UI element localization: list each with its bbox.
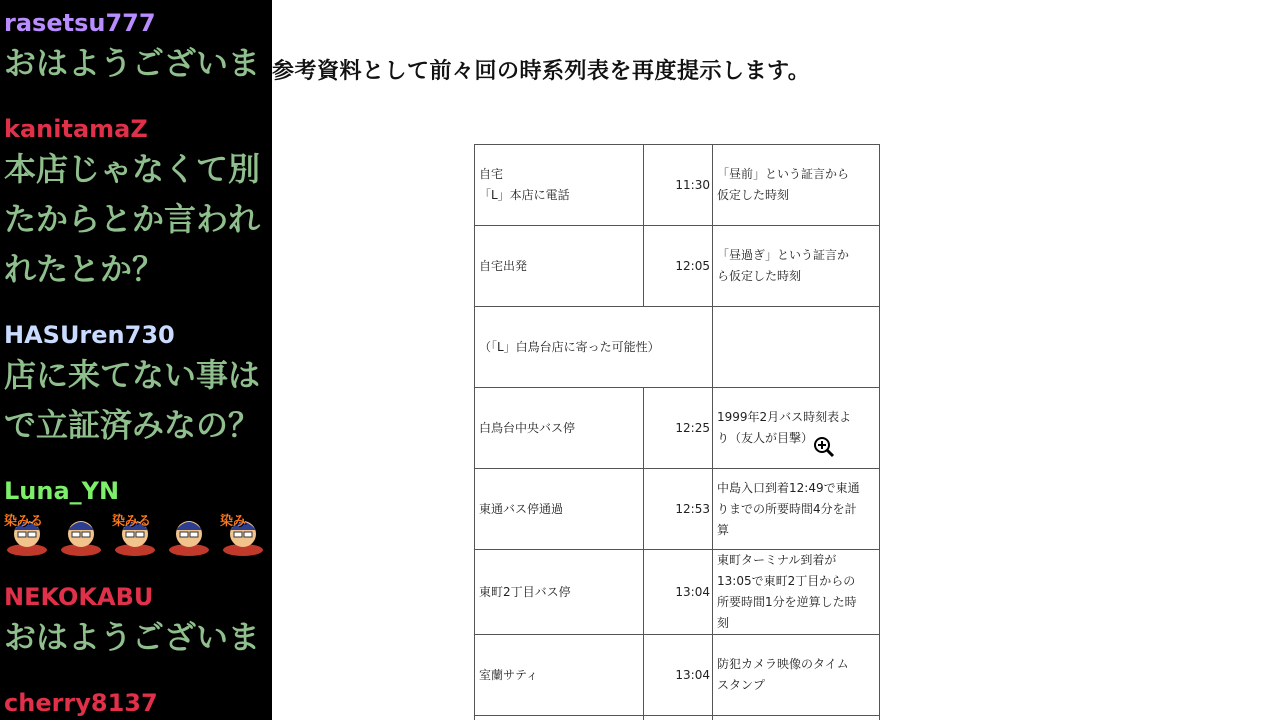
place-cell [475, 550, 644, 635]
time-cell: 11:30 [644, 145, 713, 226]
sticker-label: 染み [220, 514, 247, 529]
chat-text: れたとか？ [4, 250, 165, 288]
note-cell [713, 550, 880, 635]
document-view [272, 0, 1280, 720]
cell-line: 自宅 [479, 167, 504, 181]
chat-message [4, 320, 260, 450]
cell-line: ら仮定した時刻 [717, 269, 802, 283]
chat-text: たからとか言われ [4, 200, 261, 238]
chat-username: NEKOKABU [4, 583, 154, 611]
chat-username: rasetsu777 [4, 9, 156, 37]
zoom-in-icon [813, 436, 835, 458]
note-cell [713, 469, 880, 550]
timeline-row [475, 635, 880, 716]
chat-text: おはようございま [4, 44, 261, 82]
place-cell [475, 635, 644, 716]
cell-line: スタンプ [717, 678, 766, 692]
note-cell [713, 716, 880, 720]
cell-line: 防犯カメラ映像のタイム [717, 657, 849, 671]
chat-username: Luna_YN [4, 477, 120, 505]
emote-sticker [4, 510, 50, 556]
emote-sticker [112, 510, 158, 556]
sticker-row [4, 510, 266, 556]
cell-line: （「L」白鳥台店に寄った可能性） [479, 339, 660, 354]
cell-line: 中島入口到着12:49で東通 [717, 480, 860, 495]
cell-line: 「昼前」という証言から [717, 167, 850, 181]
time-cell: 13:04 [644, 635, 713, 716]
note-cell [713, 226, 880, 307]
cell-line: 「昼過ぎ」という証言か [717, 248, 850, 262]
timeline-row [475, 469, 880, 550]
cell-line: 「L」本店に電話 [479, 188, 570, 202]
place-cell [475, 716, 644, 720]
note-cell [713, 635, 880, 716]
cell-line: り（友人が目撃） [717, 431, 814, 445]
cell-line: 算 [717, 522, 730, 537]
chat-username: kanitamaZ [4, 115, 148, 143]
cell-line: 仮定した時刻 [717, 188, 790, 202]
time-cell [644, 716, 713, 720]
place-cell [475, 469, 644, 550]
chat-username: cherry8137 [4, 689, 158, 717]
chat-message [4, 114, 260, 294]
emote-sticker [166, 510, 212, 556]
time-cell: 12:25 [644, 388, 713, 469]
chat-text: 本店じゃなくて別 [4, 150, 261, 188]
timeline-row [475, 716, 880, 720]
chat-text: おはようございま [4, 618, 261, 656]
cell-line: 刻 [717, 616, 730, 630]
timeline-table [474, 144, 880, 720]
sticker-label: 染みる [112, 514, 152, 529]
cell-line: 室蘭サティ [479, 667, 539, 682]
timeline-row [475, 550, 880, 635]
cell-line: 東町ターミナル到着が [717, 553, 837, 567]
cell-line: 東町2丁目バス停 [479, 584, 571, 599]
place-cell [475, 307, 713, 388]
note-cell [713, 307, 880, 388]
cell-line: りまでの所要時間4分を計 [717, 501, 857, 516]
place-cell [475, 226, 644, 307]
time-cell: 12:05 [644, 226, 713, 307]
chat-message [4, 476, 266, 556]
chat-message [4, 8, 260, 88]
timeline-row [475, 145, 880, 226]
chat-message [4, 582, 260, 662]
timeline-row [475, 226, 880, 307]
note-cell [713, 388, 880, 469]
chat-message [4, 688, 158, 718]
cell-line: 所要時間1分を逆算した時 [717, 595, 857, 609]
cell-line: 13:05で東町2丁目からの [717, 574, 856, 588]
cell-line: 1999年2月バス時刻表よ [717, 410, 852, 424]
time-cell: 13:04 [644, 550, 713, 635]
note-cell [713, 145, 880, 226]
emote-sticker [58, 510, 104, 556]
chat-text: 店に来てない事は [4, 356, 261, 394]
document-heading: 参考資料として前々回の時系列表を再度提示します。 [272, 59, 811, 84]
cell-line: 自宅出発 [479, 258, 528, 273]
place-cell [475, 145, 644, 226]
cell-line: 白鳥台中央バス停 [479, 420, 576, 435]
chat-text: で立証済みなの？ [4, 406, 261, 444]
emote-sticker [220, 510, 266, 556]
chat-overlay [0, 0, 272, 720]
cell-line: 東通バス停通過 [479, 501, 564, 516]
place-cell [475, 388, 644, 469]
timeline-row [475, 307, 880, 388]
chat-username: HASUren730 [4, 321, 175, 349]
sticker-label: 染みる [4, 514, 44, 529]
time-cell: 12:53 [644, 469, 713, 550]
